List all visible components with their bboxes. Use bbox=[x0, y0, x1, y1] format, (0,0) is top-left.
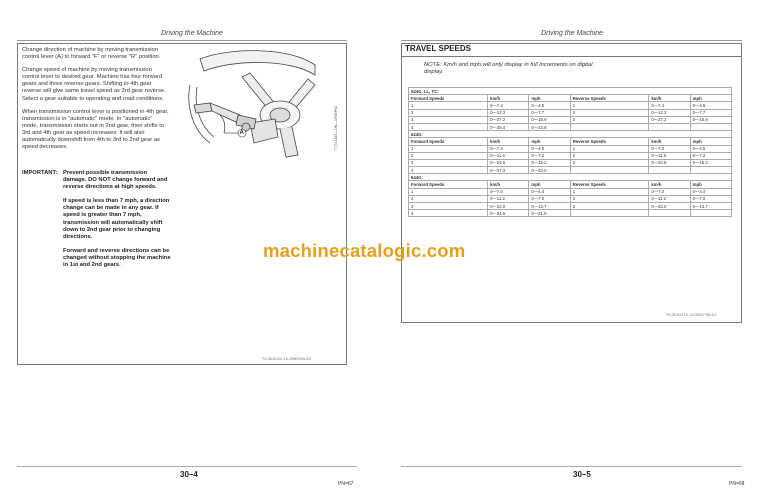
table-cell: 0—7.0 bbox=[488, 188, 529, 195]
paragraph-direction: Change direction of machine by moving transmission control lever (A) to forward "F" or reverse "R" position. bbox=[22, 47, 161, 61]
table-cell: 0—21.5 bbox=[529, 210, 570, 217]
table-cell: 0—7.3 bbox=[649, 145, 690, 152]
column-header: km/h bbox=[488, 138, 529, 145]
table-cell: 3 bbox=[570, 116, 649, 123]
travel-speeds-table bbox=[408, 87, 732, 217]
callout-a-label: A bbox=[239, 130, 244, 136]
table-cell: 1 bbox=[570, 145, 649, 152]
page-number: 30–4 bbox=[180, 470, 198, 479]
table-cell bbox=[570, 167, 649, 174]
table-cell: 0—11.2 bbox=[649, 195, 690, 202]
table-cell: 0—12.3 bbox=[488, 109, 529, 116]
table-row bbox=[409, 159, 732, 166]
table-model-row bbox=[409, 174, 732, 181]
table-cell: 0—22.0 bbox=[649, 203, 690, 210]
table-model-row bbox=[409, 131, 732, 138]
table-cell: 3 bbox=[570, 159, 649, 166]
table-cell: 4 bbox=[409, 123, 488, 130]
table-cell: 4 bbox=[409, 210, 488, 217]
table-cell: 0—7.4 bbox=[649, 102, 690, 109]
table-cell: 0—4.4 bbox=[529, 188, 570, 195]
table-cell: 0—16.9 bbox=[529, 116, 570, 123]
table-cell: 0—38.4 bbox=[488, 123, 529, 130]
table-cell: 0—37.3 bbox=[488, 167, 529, 174]
table-cell: 0—11.6 bbox=[649, 152, 690, 159]
table-cell: 0—11.2 bbox=[488, 195, 529, 202]
table-row bbox=[409, 145, 732, 152]
column-header: mph bbox=[690, 95, 731, 102]
transmission-lever-illustration bbox=[180, 45, 330, 173]
table-cell bbox=[690, 210, 731, 217]
important-speed-rule: If speed is less than 7 mph, a direction change can be made in any gear. If speed is greater than 7 mph, transmission will automatically shift down to 2nd gear prior to changing directions. bbox=[63, 198, 170, 240]
table-cell: 1 bbox=[570, 188, 649, 195]
table-cell: 0—15.2 bbox=[690, 159, 731, 166]
table-cell: 0—4.6 bbox=[529, 102, 570, 109]
title-rule bbox=[401, 56, 742, 57]
table-cell: 3 bbox=[409, 159, 488, 166]
table-row bbox=[409, 195, 732, 202]
table-row bbox=[409, 116, 732, 123]
paragraph-automatic: When transmission control lever is positioned in 4th gear, transmission is in "automatic" mode. In "automatic" mode, transmission starts out in 2nd gear, then shifts to 3rd and 4th gear as speed increases. It will also automatically downshift from 4th to 3rd to 2nd gear as speed decreases. bbox=[22, 108, 169, 151]
table-cell: 4 bbox=[409, 167, 488, 174]
table-cell bbox=[570, 123, 649, 130]
table-cell: 0—23.0 bbox=[529, 167, 570, 174]
watermark-text: machinecatalogic.com bbox=[263, 240, 466, 261]
table-cell: 0—7.2 bbox=[529, 152, 570, 159]
reference-code: TX,35,DX173 -19-30OCT96-1/1 bbox=[666, 313, 717, 317]
table-cell: 1 bbox=[409, 188, 488, 195]
table-cell: 0—13.7 bbox=[529, 203, 570, 210]
pn-number: PN=68 bbox=[729, 481, 745, 487]
table-row bbox=[409, 102, 732, 109]
column-header: km/h bbox=[649, 138, 690, 145]
paragraph-speed: Change speed of machine by moving transmission control lever to desired gear. Machine has four forward gears and three reverse gears. Shifting to 4th gear reverse will give same travel speed as 3rd gear reverse. Select a gear suitable to operating and road conditions. bbox=[22, 67, 166, 102]
table-cell: 0—23.8 bbox=[529, 123, 570, 130]
table-header-row bbox=[409, 181, 732, 188]
table-header-row bbox=[409, 95, 732, 102]
table-cell bbox=[690, 167, 731, 174]
header-rule bbox=[401, 40, 742, 41]
column-header: Forward Speeds bbox=[409, 181, 488, 188]
table-cell: 0—12.3 bbox=[649, 109, 690, 116]
column-header: Forward Speeds bbox=[409, 95, 488, 102]
table-cell: 0—7.3 bbox=[488, 145, 529, 152]
table-cell: 0—34.6 bbox=[488, 210, 529, 217]
table-cell: 2 bbox=[409, 152, 488, 159]
table-row bbox=[409, 188, 732, 195]
note-text: NOTE: Km/h and mph will only display in full increments on digital display. bbox=[424, 62, 593, 75]
important-low-gears: Forward and reverse directions can be changed without stopping the machine in 1st and 2nd gears. bbox=[63, 247, 171, 269]
table-row bbox=[409, 109, 732, 116]
footer-rule bbox=[401, 466, 742, 467]
table-cell: 0—7.0 bbox=[690, 195, 731, 202]
column-header: Reverse Speeds bbox=[570, 138, 649, 145]
figure-code: T7741AM —UN—19SEP92 bbox=[334, 105, 338, 150]
column-header: mph bbox=[529, 138, 570, 145]
table-cell: 0—24.5 bbox=[649, 159, 690, 166]
table-cell: 0—4.6 bbox=[690, 102, 731, 109]
page-header: Driving the Machine bbox=[541, 30, 603, 37]
column-header: km/h bbox=[649, 181, 690, 188]
table-cell: 0—15.2 bbox=[529, 159, 570, 166]
table-row bbox=[409, 152, 732, 159]
column-header: km/h bbox=[488, 95, 529, 102]
model-name: 624G: bbox=[409, 131, 732, 138]
model-name: 544G, LL, TC: bbox=[409, 88, 732, 95]
reference-code: TX,35,DX44 -19-19NOV94-2/3 bbox=[262, 357, 311, 361]
table-header-row bbox=[409, 138, 732, 145]
table-model-row bbox=[409, 88, 732, 95]
table-cell: 0—4.4 bbox=[690, 188, 731, 195]
instruction-text bbox=[22, 47, 170, 157]
column-header: km/h bbox=[488, 181, 529, 188]
table-row bbox=[409, 210, 732, 217]
column-header: Reverse Speeds bbox=[570, 181, 649, 188]
table-cell bbox=[649, 123, 690, 130]
table-cell: 0—24.5 bbox=[488, 159, 529, 166]
table-cell: 1 bbox=[570, 102, 649, 109]
footer-rule bbox=[17, 466, 357, 467]
table-row bbox=[409, 123, 732, 130]
table-cell: 0—7.7 bbox=[529, 109, 570, 116]
column-header: mph bbox=[690, 138, 731, 145]
table-cell: 3 bbox=[409, 116, 488, 123]
page-number: 30–5 bbox=[573, 470, 591, 479]
column-header: mph bbox=[529, 181, 570, 188]
table-cell: 2 bbox=[570, 152, 649, 159]
table-cell: 0—7.4 bbox=[488, 102, 529, 109]
table-row bbox=[409, 203, 732, 210]
column-header: Reverse Speeds bbox=[570, 95, 649, 102]
table-cell bbox=[570, 210, 649, 217]
table-cell bbox=[690, 123, 731, 130]
table-cell: 0—27.2 bbox=[649, 116, 690, 123]
table-cell: 0—16.9 bbox=[690, 116, 731, 123]
important-warning: Prevent possible transmission damage. DO NOT change forward and reverse directions at high speeds. bbox=[63, 170, 168, 191]
important-label: IMPORTANT: bbox=[22, 170, 58, 176]
table-cell: 2 bbox=[570, 195, 649, 202]
table-cell: 0—7.7 bbox=[690, 109, 731, 116]
pn-number: PN=67 bbox=[338, 481, 354, 487]
table-cell: 2 bbox=[570, 109, 649, 116]
model-name: 644G: bbox=[409, 174, 732, 181]
important-text bbox=[63, 170, 171, 276]
table-cell: 1 bbox=[409, 102, 488, 109]
table-cell: 2 bbox=[409, 195, 488, 202]
table-cell bbox=[649, 167, 690, 174]
section-title: TRAVEL SPEEDS bbox=[405, 44, 471, 53]
column-header: km/h bbox=[649, 95, 690, 102]
table-cell: 0—22.0 bbox=[488, 203, 529, 210]
table-cell: 0—7.0 bbox=[529, 195, 570, 202]
page-header: Driving the Machine bbox=[161, 30, 223, 37]
table-cell: 0—4.5 bbox=[529, 145, 570, 152]
table-cell: 0—11.6 bbox=[488, 152, 529, 159]
table-cell: 2 bbox=[409, 109, 488, 116]
table-cell: 0—7.0 bbox=[649, 188, 690, 195]
table-cell: 0—4.5 bbox=[690, 145, 731, 152]
table-cell bbox=[649, 210, 690, 217]
column-header: mph bbox=[529, 95, 570, 102]
column-header: Forward Speeds bbox=[409, 138, 488, 145]
table-cell: 0—27.2 bbox=[488, 116, 529, 123]
table-cell: 1 bbox=[409, 145, 488, 152]
table-row bbox=[409, 167, 732, 174]
table-cell: 0—7.2 bbox=[690, 152, 731, 159]
table-cell: 0—13.7 bbox=[690, 203, 731, 210]
column-header: mph bbox=[690, 181, 731, 188]
table-cell: 3 bbox=[409, 203, 488, 210]
header-rule bbox=[17, 40, 347, 41]
table-cell: 3 bbox=[570, 203, 649, 210]
